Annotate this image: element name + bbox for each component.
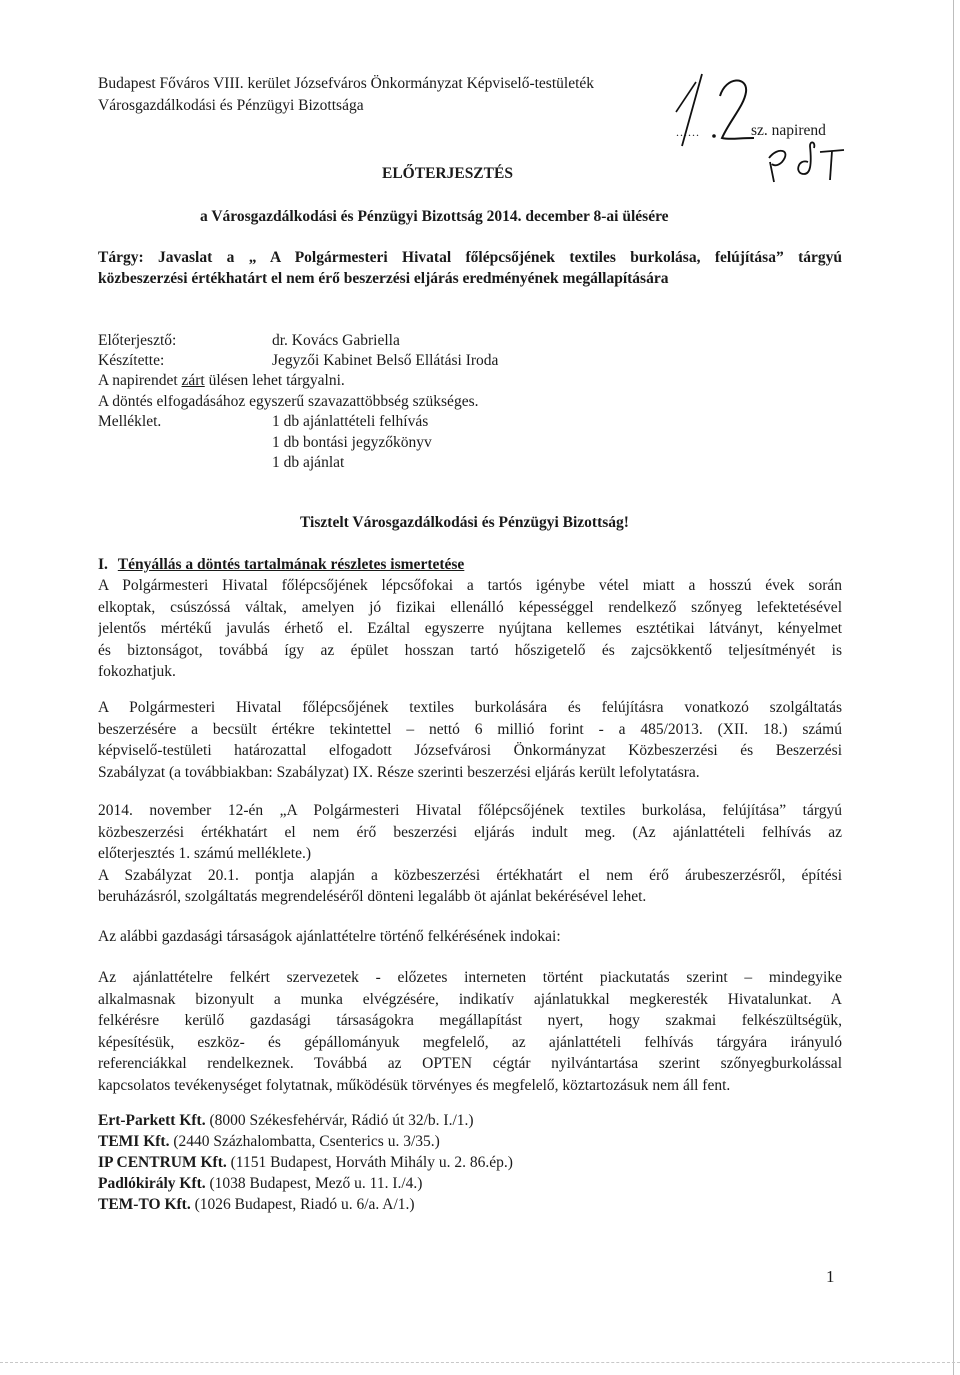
company-entry [98, 1174, 422, 1194]
company-address: (8000 Székesfehérvár, Rádió út 32/b. I./1.) [205, 1112, 474, 1129]
section-title: Tényállás a döntés tartalmának részletes ismertetése [117, 556, 465, 573]
company-address: (1151 Budapest, Horváth Mihály u. 2. 86.ép.) [226, 1154, 513, 1171]
subject-line-2: közbeszerzési értékhatárt el nem érő beszerzési eljárás eredményének megállapítására [98, 270, 669, 287]
company-entry [98, 1111, 474, 1131]
attachment-item: 1 db bontási jegyzőkönyv [272, 434, 432, 451]
subject-line-1: Tárgy: Javaslat a „ A Polgármesteri Hivatal főlépcsőjének textiles burkolása, felújítása” tárgyú [98, 249, 842, 266]
paragraph-1 [98, 575, 842, 683]
session-note-pre: A napirendet [98, 372, 182, 389]
prepared-value: Jegyzői Kabinet Belső Ellátási Iroda [272, 352, 499, 369]
paragraph-line: és biztonságot, továbbá így az épület hosszan tartó hőszigetelő és zajcsökkentő teljesítményét is [98, 641, 842, 659]
paragraph-line: fokozhatjuk. [98, 663, 176, 680]
paragraph-line: A Szabályzat 20.1. pontja alapján a közbeszerzési értékhatárt el nem érő árubeszerzésről, építési [98, 866, 842, 884]
agenda-label: sz. napirend [751, 122, 826, 139]
paragraph-line: jelentős mértékű javulás érhető el. Ezáltal egyszerre nyújtana kellemes esztétikai látványt, kényelmet [98, 620, 842, 637]
company-address: (2440 Százhalombatta, Csenterics u. 3/35.) [169, 1133, 440, 1150]
paragraph-line: A Polgármesteri Hivatal főlépcsőjének lépcsőfokai a tartós igénybe vétel miatt a hosszú évek során [98, 577, 842, 594]
attachment-label: Melléklet. [98, 413, 162, 430]
paragraph-line: képviselő-testületi határozattal elfogadott Józsefvárosi Önkormányzat Közbeszerzési és Beszerzési [98, 742, 842, 759]
paragraph-line: A Polgármesteri Hivatal főlépcsőjének textiles burkolására és felújításra vonatkozó szolgáltatás [98, 699, 842, 716]
prepared-label: Készítette: [98, 352, 165, 369]
salutation: Tisztelt Városgazdálkodási és Pénzügyi Bizottság! [300, 514, 629, 531]
paragraph-3 [98, 800, 842, 908]
company-entry [98, 1153, 513, 1173]
section-number: I. [98, 556, 108, 573]
paragraph-2 [98, 697, 842, 783]
paragraph-line: 2014. november 12-én „A Polgármesteri Hivatal főlépcsőjének textiles burkolása, felújítása” tárgyú [98, 802, 842, 819]
handwritten-pdt-mark [764, 140, 846, 190]
handwritten-agenda-number [668, 66, 758, 156]
agenda-dots: ...... [676, 125, 700, 139]
paragraph-line: előterjesztés 1. számú melléklete.) [98, 845, 312, 862]
session-note [98, 371, 345, 391]
scan-bottom-line [0, 1362, 960, 1364]
header-org-line [98, 74, 594, 94]
header-org-text: Budapest Főváros VIII. kerület Józsefváros Önkormányzat Képviselő-testületé [98, 75, 587, 92]
paragraph-line: kapcsolatos tevékenységet folytatnak, működésük törvényes és megfelelő, köztartozásuk nem áll fent. [98, 1076, 731, 1094]
document-subtitle: a Városgazdálkodási és Pénzügyi Bizottság 2014. december 8-ai ülésére [200, 208, 669, 225]
company-name: TEMI Kft. [98, 1133, 170, 1150]
paragraph-line: közbeszerzési értékhatárt el nem érő beszerzési eljárás indult meg. (Az ajánlattételi felhívás az [98, 823, 842, 841]
paragraph-line: felkérésre kerülő gazdasági társaságokra megállapítást nyert, hogy szakmai felkészültségük, [98, 1012, 842, 1029]
company-address: (1026 Budapest, Riadó u. 6/a. A/1.) [190, 1196, 415, 1213]
submitter-label: Előterjesztő: [98, 332, 177, 349]
majority-note: A döntés elfogadásához egyszerű szavazattöbbség szükséges. [98, 393, 479, 410]
paragraph-line: beszerzésére a becsült értékre tekintettel – nettó 6 millió forint - a 485/2013. (XII. 18.) számú [98, 720, 842, 738]
paragraph-line: elkoptak, csúszóssá váltak, amelyen jó fizikai ellenálló képességgel rendelkező szőnyeg lefektetésével [98, 598, 842, 616]
section-heading [98, 555, 464, 575]
attachment-item: 1 db ajánlat [272, 454, 345, 471]
document-title: ELŐTERJESZTÉS [382, 165, 513, 182]
company-entry [98, 1132, 440, 1152]
attachment-item: 1 db ajánlattételi felhívás [272, 413, 429, 430]
paragraph-line: Szabályzat (a továbbiakban: Szabályzat) IX. Része szerinti beszerzési eljárás került lefolytatásra. [98, 763, 700, 781]
paragraph-line: alkalmasnak bizonyult a munka elvégzésére, indikatív ajánlatukkal megkeresték Hivatalunkat. A [98, 990, 842, 1008]
paragraph-line: Az alábbi gazdasági társaságok ajánlattételre történő felkérésének indokai: [98, 928, 561, 945]
paragraph-5 [98, 967, 842, 1096]
paragraph-line: képesítésük, eszköz- és gépállományuk megfelelő, az ajánlattételi felhívás tárgyára irányuló [98, 1033, 842, 1051]
session-closed-word: zárt [181, 372, 205, 389]
company-address: (1038 Budapest, Mező u. 11. I./4.) [205, 1175, 423, 1192]
scan-edge-line [953, 0, 954, 1375]
page-number: 1 [826, 1267, 835, 1286]
company-name: IP CENTRUM Kft. [98, 1154, 227, 1171]
paragraph-4 [98, 926, 842, 948]
header-org-tail: k [586, 75, 595, 92]
paragraph-line: beruházásról, szolgáltatás megrendeléséről dönteni legalább öt ajánlat bekérésével lehet. [98, 888, 647, 905]
company-name: TEM-TO Kft. [98, 1196, 191, 1213]
company-name: Padlókirály Kft. [98, 1175, 206, 1192]
submitter-value: dr. Kovács Gabriella [272, 332, 400, 349]
company-entry [98, 1195, 415, 1215]
paragraph-line: referenciákkal rendelkeznek. Továbbá az OPTEN cégtár nyilvántartása szerint szőnyegburkolással [98, 1055, 842, 1072]
paragraph-line: Az ajánlattételre felkért szervezetek - előzetes interneten történt piackutatás szerint – mindegyike [98, 969, 842, 986]
session-note-post: ülésen lehet tárgyalni. [204, 372, 345, 389]
company-name: Ert-Parkett Kft. [98, 1112, 206, 1129]
header-committee-line: Városgazdálkodási és Pénzügyi Bizottsága [98, 97, 364, 114]
